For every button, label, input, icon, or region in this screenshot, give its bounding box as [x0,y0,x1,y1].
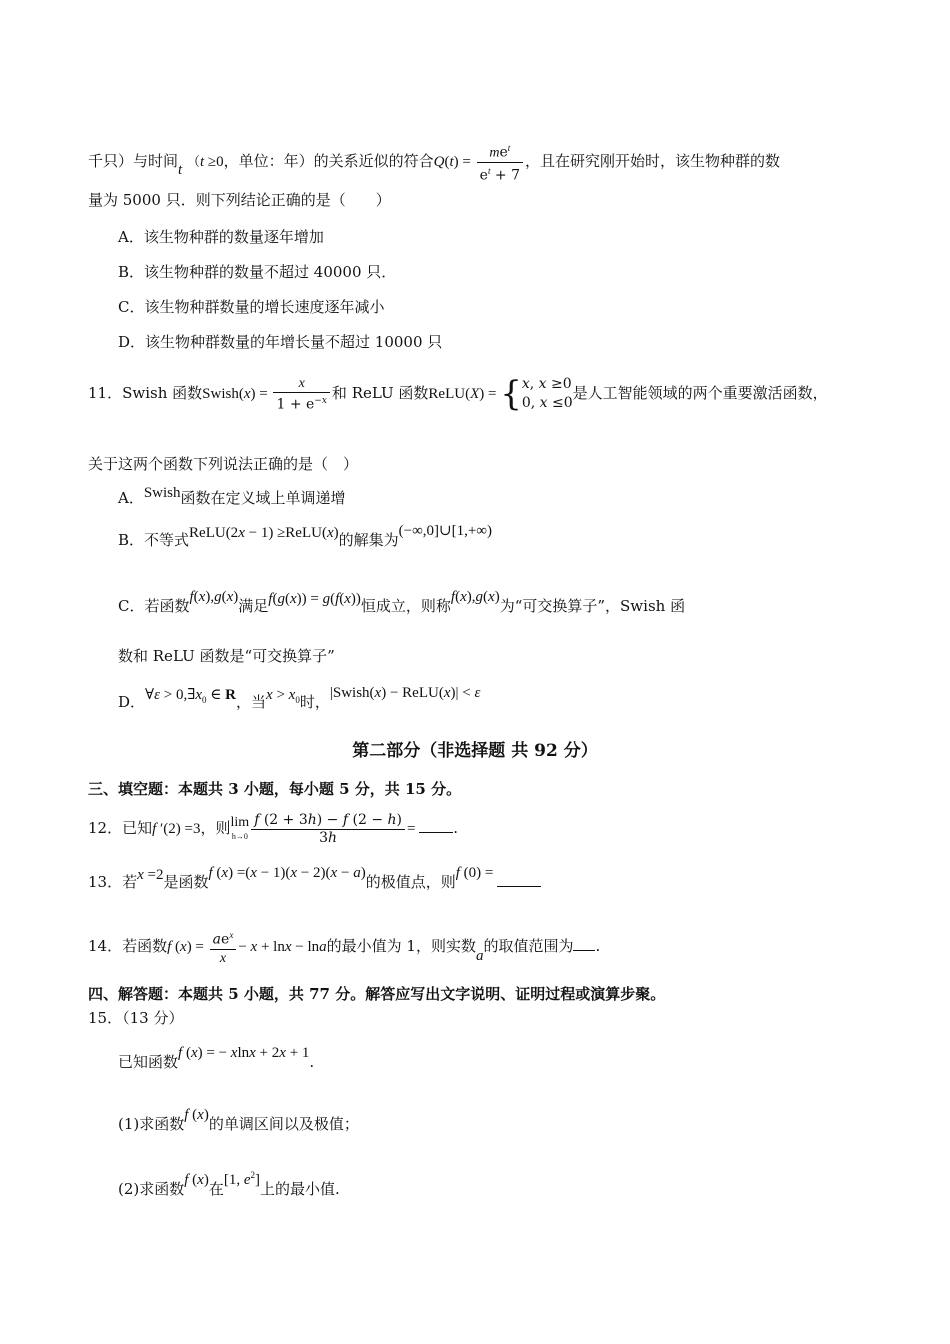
q10-line1: 千只）与时间t （t ≥0，单位：年）的关系近似的符合Q(t) = $\frac{me^t}{e^t + 7}$ ，且在研究刚开始时，该生物种群的数 [88,140,780,184]
q11-option-c: C．若函数f(x),g(x)满足f(g(x)) = g(f(x))恒成立，则称f(x),g(x)为“可交换算子”，Swish 函 [118,589,686,615]
q11-option-c-cont: 数和 ReLU 函数是“可交换算子” [118,647,335,665]
section4-heading: 四、解答题：本题共 5 小题，共 77 分。解答应写出文字说明、证明过程或演算步聚。 [88,985,666,1003]
q10-formula: $\frac{me^t}{e^t + 7}$ [477,140,523,184]
q11-option-d: D．∀ε > $0,\exists x_0$ ∈ R，当$x > x_0$时，|Swish(x) − ReLU(x)| < ε [118,685,481,711]
q13: 13．若x =2是函数f (x) =(x − 1)(x − 2)(x − a)的极值点，则f (0) = [88,872,541,893]
q15-part2: (2)求函数f (x)在[1, $e^2$]上的最小值. [118,1170,340,1198]
q11-line2: 关于这两个函数下列说法正确的是（ ） [88,455,359,473]
part2-title: 第二部分（非选择题 共 92 分） [352,741,598,761]
q15-given: 已知函数f (x) = − xlnx + 2x + 1. [118,1045,315,1071]
q11-option-b: B．不等式ReLU(2x − 1) ≥ReLU(x)的解集为(−∞,0]∪[1,+∞) [118,523,492,549]
q12-answer-blank[interactable] [419,832,453,833]
q10-option-c: C．该生物种群数量的增长速度逐年减小 [118,298,385,316]
q15-heading: 15．（13 分） [88,1009,184,1027]
q10-option-d: D．该生物种群数量的年增长量不超过 10000 只 [118,333,443,351]
q11-relu-cases: x, x ≥0 0, x ≤0 [521,376,573,411]
section3-heading: 三、填空题：本题共 3 小题，每小题 5 分，共 15 分。 [88,780,462,798]
q12-limit-fraction: $\frac{f (2 + 3h) - f (2 - h)}{3h}$ [251,812,405,847]
q14-formula-fraction: $\frac{ae^x}{x}$ [210,927,237,967]
q15-part1: (1)求函数f (x)的单调区间以及极值； [118,1107,359,1133]
q10-option-a: A．该生物种群的数量逐年增加 [118,228,324,246]
q10-option-b: B．该生物种群的数量不超过 40000 只． [118,263,397,281]
q11-option-a: A．Swish函数在定义域上单调递增 [118,485,346,507]
q12: 12．已知f ′(2) =3，则lim h→0 $\frac{f (2 + 3h) - f (2 - h)}{3h}$ = . [88,811,458,846]
q14-answer-blank[interactable] [573,950,595,951]
q10-line2: 量为 5000 只．则下列结论正确的是（ ） [88,191,391,209]
q11-swish-formula: $\frac{x}{1 + e^{-x}}$ [273,375,329,414]
q13-answer-blank[interactable] [497,886,541,887]
q14: 14．若函数f (x) = $\frac{ae^x}{x}$ − x + lnx − lna的最小值为 1，则实数a的取值范围为 . [88,926,600,967]
q11-line1: 11．Swish 函数Swish(x) = $\frac{x}{1 + e^{-x}}$ 和 ReLU 函数ReLU(X) = { x, x ≥0 0, x ≤0 是人工智能领域的两个重要激活函数， [88,374,828,414]
